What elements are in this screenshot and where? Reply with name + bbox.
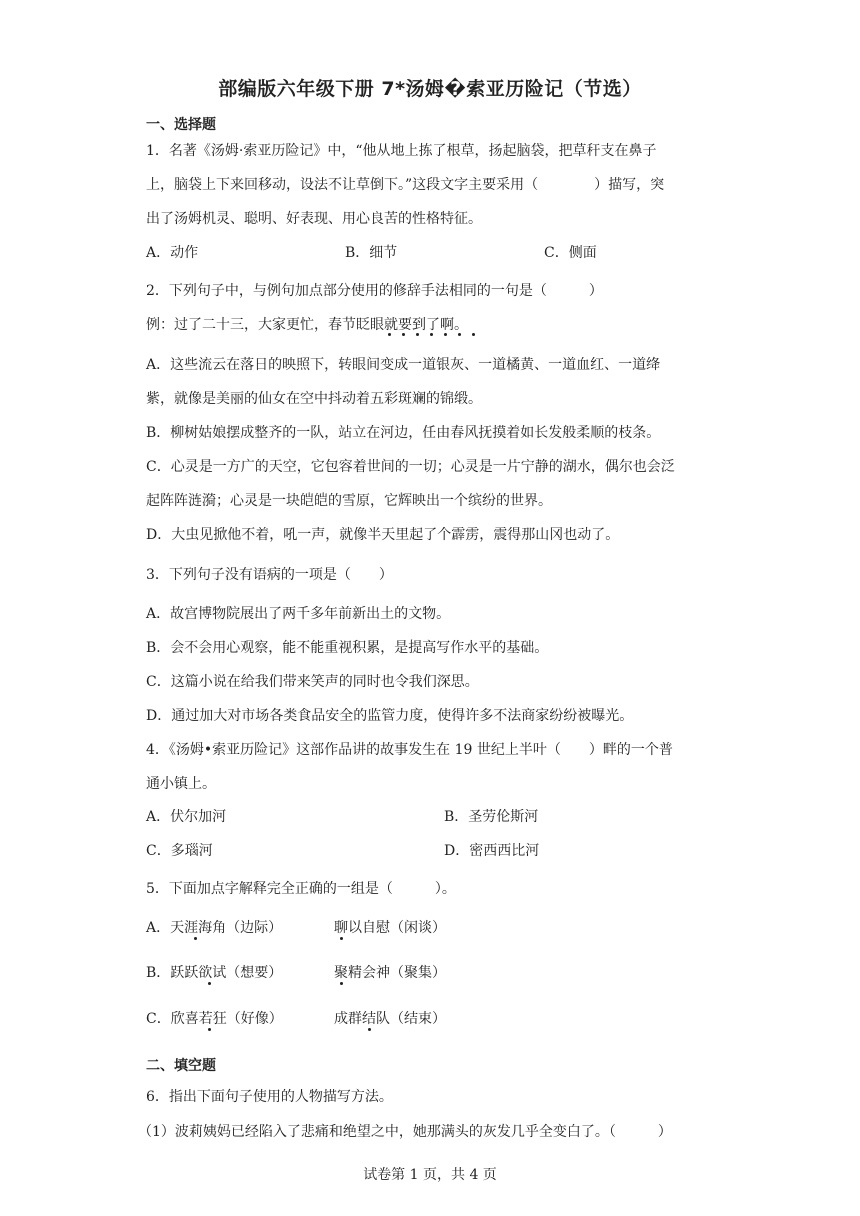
q4-line-1: 4．《汤姆•索亚历险记》这部作品讲的故事发生在 19 世纪上半叶（ ）畔的一个普 [146, 742, 673, 758]
q1-line-3: 出了汤姆机灵、聪明、好表现、用心良苦的性格特征。 [146, 211, 482, 227]
q3-option-d: D．通过加大对市场各类食品安全的监管力度，使得许多不法商家纷纷被曝光。 [146, 708, 634, 724]
q5-option-a-left: A．天涯海角（边际） [146, 920, 283, 936]
emphasis-dot [430, 333, 433, 336]
section-heading-choice: 一、选择题 [146, 117, 216, 133]
emphasis-dot [402, 333, 405, 336]
emphasis-dot [416, 333, 419, 336]
q2-option-a-line-2: 紫，就像是美丽的仙女在空中抖动着五彩斑斓的锦缎。 [146, 391, 482, 407]
q1-option-a: A．动作 [146, 245, 199, 261]
q5-stem: 5．下面加点字解释完全正确的一组是（ ）。 [146, 881, 456, 897]
q2-example: 例：过了二十三，大家更忙，春节眨眼就要到了啊。 [146, 317, 468, 333]
page-footer: 试卷第 1 页，共 4 页 [363, 1167, 497, 1183]
q3-stem: 3．下列句子没有语病的一项是（ ） [146, 567, 393, 583]
emphasis-dot [208, 982, 211, 985]
q5-option-b-right: 聚精会神（聚集） [334, 965, 446, 981]
q3-option-b: B．会不会用心观察，能不能重视积累，是提高写作水平的基础。 [146, 640, 549, 656]
q3-option-a: A．故宫博物院展出了两千多年前新出土的文物。 [146, 606, 451, 622]
q4-option-c: C．多瑙河 [146, 843, 213, 859]
emphasis-dot [194, 937, 197, 940]
q5-option-b-left: B．跃跃欲试（想要） [146, 965, 283, 981]
q4-option-b: B．圣劳伦斯河 [444, 809, 539, 825]
q4-option-a: A．伏尔加河 [146, 809, 227, 825]
emphasis-dot [340, 937, 343, 940]
emphasis-dot [340, 982, 343, 985]
q1-line-1: 1．名著《汤姆·索亚历险记》中，“他从地上拣了根草，扬起脑袋，把草秆支在鼻子 [146, 143, 657, 159]
q2-stem: 2．下列句子中，与例句加点部分使用的修辞手法相同的一句是（ ） [146, 283, 603, 299]
q6-sub-1: （1）波莉姨妈已经陷入了悲痛和绝望之中，她那满头的灰发几乎全变白了。（ ） [138, 1124, 672, 1140]
q1-line-2: 上，脑袋上下来回移动，设法不让草倒下。”这段文字主要采用（ ）描写，突 [146, 177, 665, 193]
q5-option-c-right: 成群结队（结束） [334, 1011, 446, 1027]
q2-example-emphasis-dots [384, 333, 504, 339]
q5-option-a-right: 聊以自慰（闲谈） [334, 920, 446, 936]
q6-stem: 6．指出下面句子使用的人物描写方法。 [146, 1089, 393, 1105]
emphasis-dot [472, 333, 475, 336]
q1-option-b: B．细节 [345, 245, 398, 261]
q2-option-c-line-2: 起阵阵涟漪；心灵是一块皑皑的雪原，它辉映出一个缤纷的世界。 [146, 493, 552, 509]
q3-option-c: C．这篇小说在给我们带来笑声的同时也令我们深思。 [146, 674, 479, 690]
q2-option-b: B．柳树姑娘摆成整齐的一队，站立在河边，任由春风抚摸着如长发般柔顺的枝条。 [146, 425, 661, 441]
q1-option-c: C．侧面 [544, 245, 597, 261]
q2-option-a-line-1: A．这些流云在落日的映照下，转眼间变成一道银灰、一道橘黄、一道血红、一道绛 [146, 357, 661, 373]
emphasis-dot [458, 333, 461, 336]
emphasis-dot [388, 333, 391, 336]
emphasis-dot [208, 1028, 211, 1031]
q5-option-c-left: C．欣喜若狂（好像） [146, 1011, 283, 1027]
q4-line-2: 通小镇上。 [146, 776, 216, 792]
section-heading-fill-in: 二、填空题 [146, 1058, 216, 1074]
q2-option-c-line-1: C．心灵是一方广的天空，它包容着世间的一切；心灵是一片宁静的湖水，偶尔也会泛 [146, 459, 675, 475]
q2-option-d: D．大虫见掀他不着，吼一声，就像半天里起了个霹雳，震得那山冈也动了。 [146, 527, 620, 543]
q4-option-d: D．密西西比河 [444, 843, 540, 859]
emphasis-dot [368, 1028, 371, 1031]
page-title: 部编版六年级下册 7*汤姆�索亚历险记（节选） [218, 78, 642, 100]
emphasis-dot [444, 333, 447, 336]
